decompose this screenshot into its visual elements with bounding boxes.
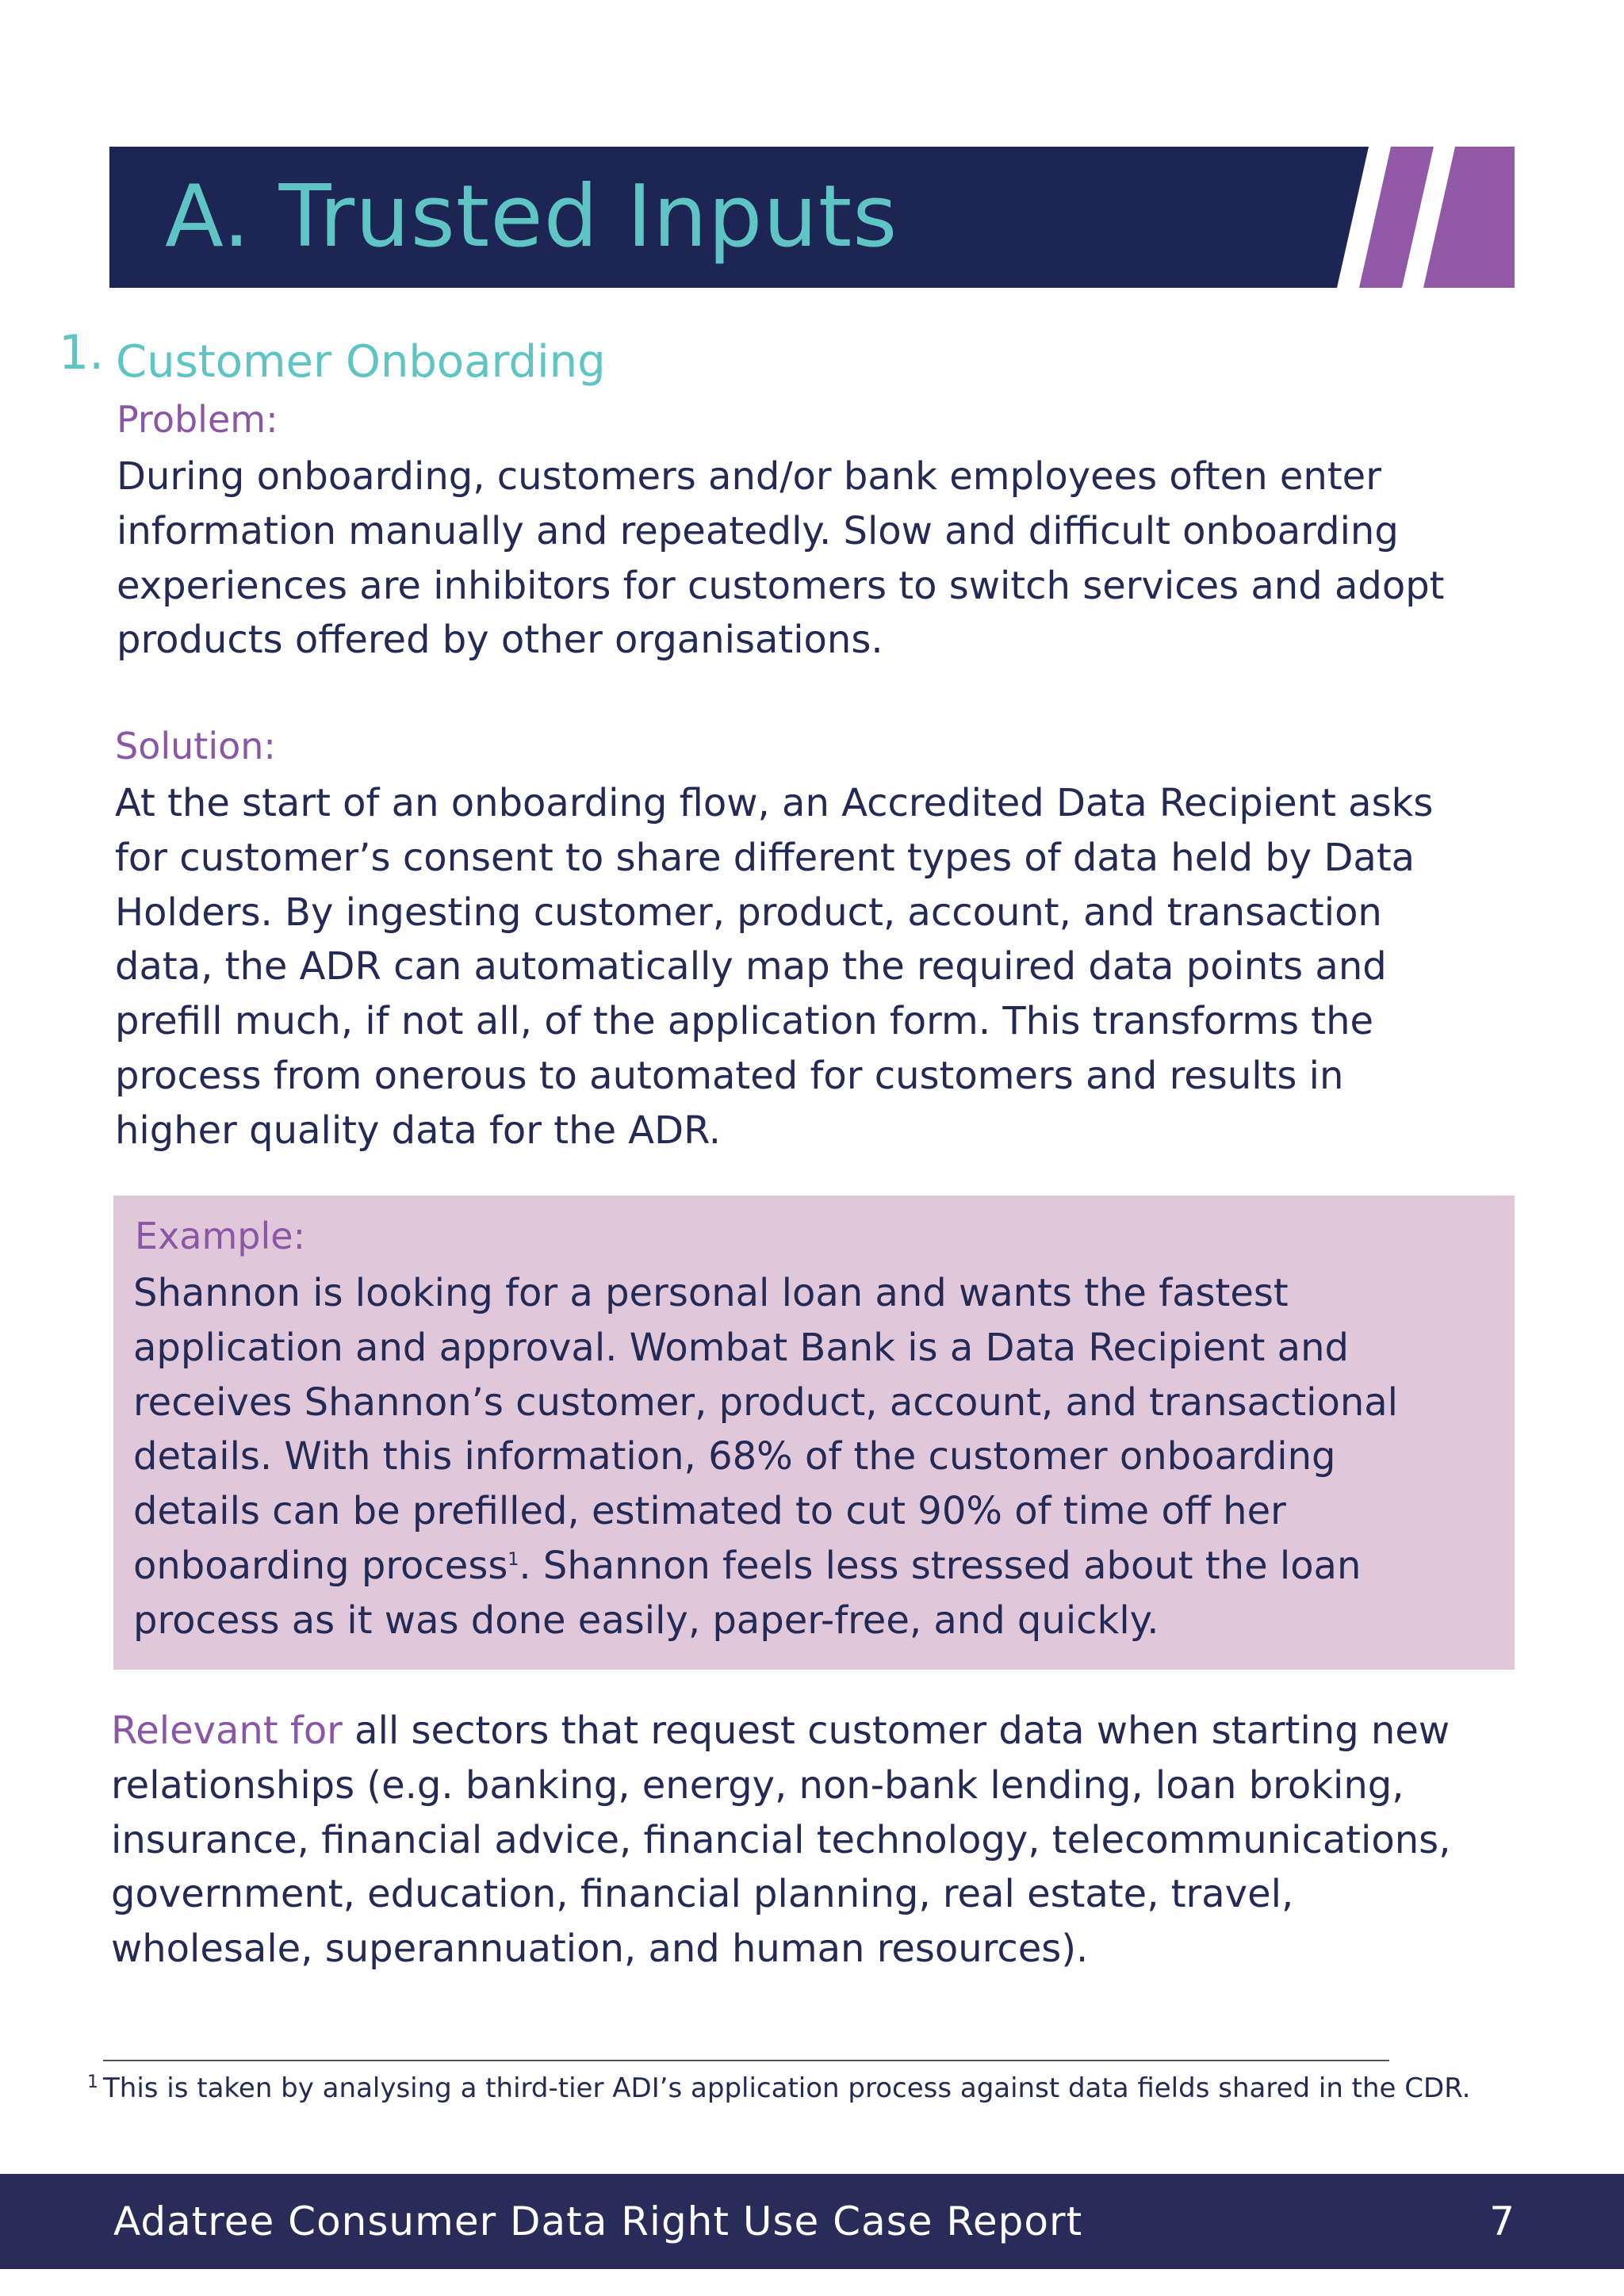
relevant-line: [111, 1704, 1450, 1758]
example-line: details. With this information, 68% of the customer onboarding: [133, 1434, 1336, 1479]
example-line: application and approval. Wombat Bank is a Data Recipient and: [133, 1325, 1349, 1370]
example-line: receives Shannon’s customer, product, account, and transactional: [133, 1380, 1399, 1425]
solution-paragraph: [115, 776, 1433, 1158]
footnote-text: This is taken by analysing a third-tier ADI’s application process against data fields shared in the CDR.: [103, 2072, 1471, 2104]
section-banner: [109, 147, 1515, 288]
solution-label: Solution:: [115, 725, 276, 767]
footer-title: Adatree Consumer Data Right Use Case Report: [113, 2198, 1083, 2244]
relevant-line: insurance, financial advice, financial technology, telecommunications,: [111, 1817, 1451, 1862]
example-line-text: onboarding process: [133, 1543, 508, 1588]
section-number: 1.: [59, 325, 105, 381]
example-line: [133, 1539, 1398, 1594]
banner-stripe-2: [1423, 147, 1515, 288]
footnote-reference[interactable]: 1: [508, 1549, 519, 1570]
section-title: Customer Onboarding: [116, 336, 606, 388]
page-title: A. Trusted Inputs: [165, 167, 898, 266]
problem-label: Problem:: [117, 398, 278, 441]
footnote-divider: [103, 2060, 1389, 2061]
page-footer: [0, 2174, 1624, 2269]
example-line: process as it was done easily, paper-free, and quickly.: [133, 1598, 1159, 1643]
solution-line: for customer’s consent to share different types of data held by Data: [115, 835, 1415, 880]
example-label: Example:: [135, 1215, 306, 1257]
example-line: Shannon is looking for a personal loan and wants the fastest: [133, 1271, 1289, 1315]
example-line-text: . Shannon feels less stressed about the loan: [519, 1543, 1362, 1588]
example-line: details can be prefilled, estimated to cut 90% of time off her: [133, 1489, 1286, 1534]
problem-line: During onboarding, customers and/or bank employees often enter: [117, 454, 1381, 499]
footnote: [87, 2072, 1470, 2104]
relevant-line: government, education, financial planning, real estate, travel,: [111, 1872, 1294, 1917]
solution-line: Holders. By ingesting customer, product, account, and transaction: [115, 890, 1382, 935]
problem-paragraph: [117, 450, 1445, 668]
problem-line: information manually and repeatedly. Slow and difficult onboarding: [117, 508, 1399, 553]
problem-line: products offered by other organisations.: [117, 618, 883, 663]
relevant-text: all sectors that request customer data when starting new: [342, 1709, 1450, 1753]
problem-line: experiences are inhibitors for customers to switch services and adopt: [117, 563, 1445, 608]
solution-line: At the start of an onboarding flow, an Accredited Data Recipient asks: [115, 781, 1434, 825]
solution-line: data, the ADR can automatically map the required data points and: [115, 944, 1387, 989]
banner-stripe-1: [1359, 147, 1434, 288]
relevant-paragraph: [111, 1704, 1450, 1976]
relevant-line: relationships (e.g. banking, energy, non-bank lending, loan broking,: [111, 1762, 1404, 1808]
page-number: 7: [1489, 2198, 1515, 2244]
relevant-label: Relevant for: [111, 1709, 343, 1753]
solution-line: process from onerous to automated for customers and results in: [115, 1053, 1344, 1098]
footnote-mark: 1: [87, 2072, 98, 2092]
relevant-line: wholesale, superannuation, and human resources).: [111, 1927, 1089, 1972]
example-paragraph: [133, 1266, 1398, 1648]
solution-line: prefill much, if not all, of the application form. This transforms the: [115, 999, 1374, 1044]
solution-line: higher quality data for the ADR.: [115, 1108, 721, 1153]
